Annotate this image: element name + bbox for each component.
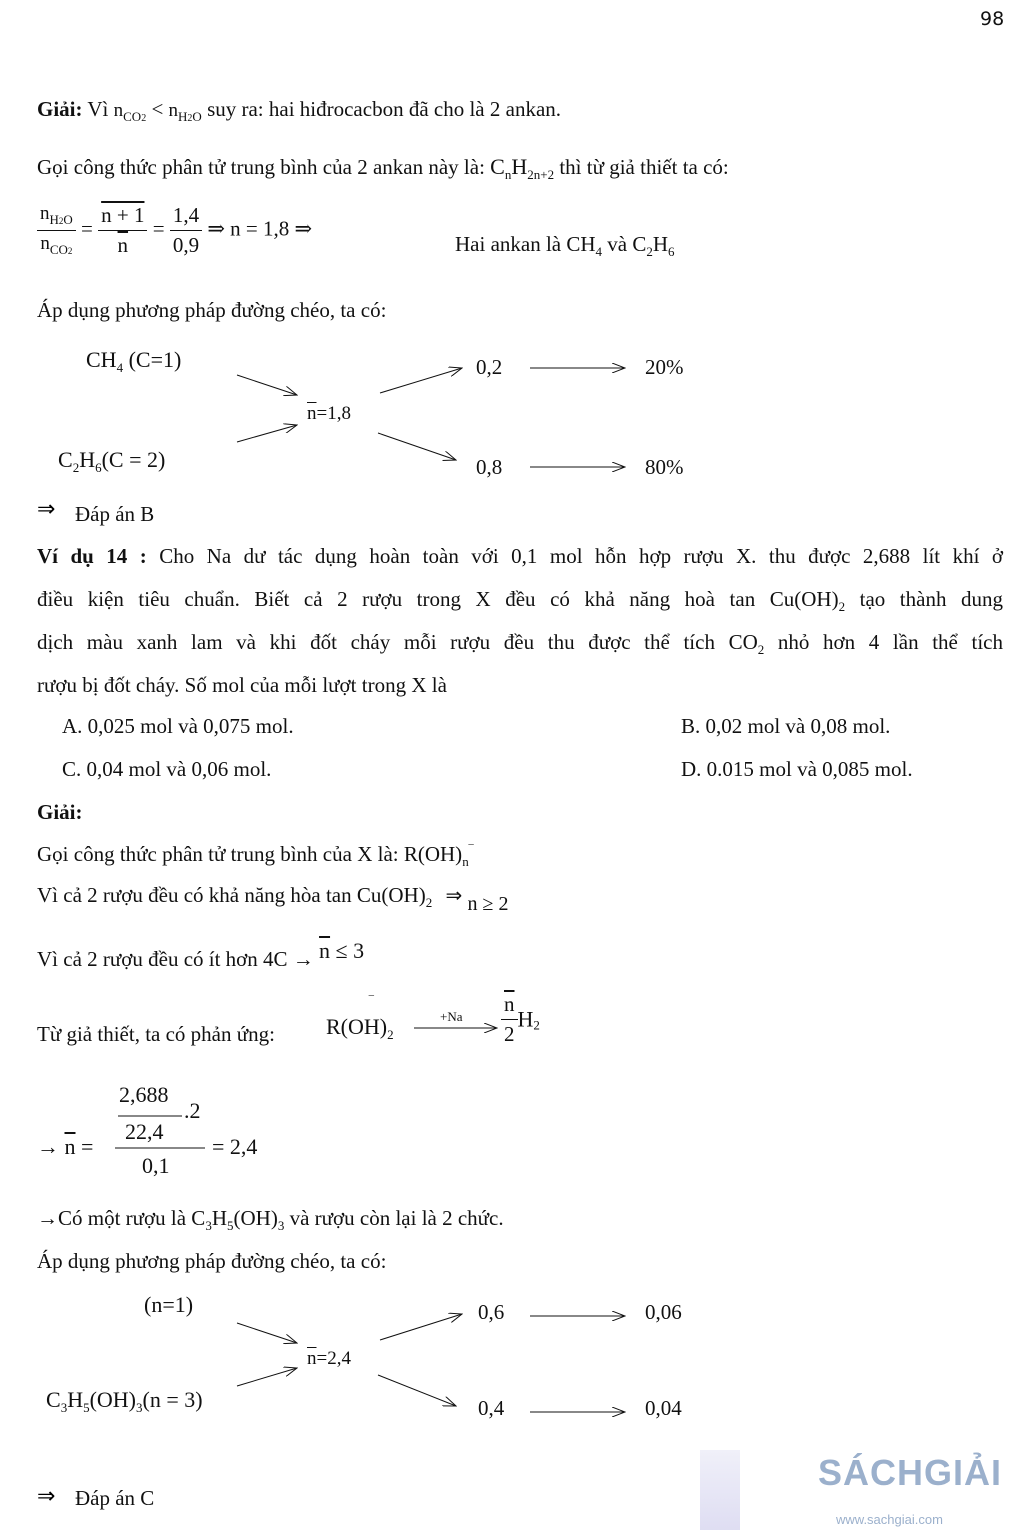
arrow-d2-bottom-out <box>378 1375 456 1406</box>
answer-c: Đáp án C <box>75 1486 155 1510</box>
option-b: B. 0,02 mol và 0,08 mol. <box>681 714 891 738</box>
giai-label-2: Giải: <box>37 800 83 824</box>
example14-line-4: rượu bị đốt cháy. Số mol của mỗi lượt trong X là <box>37 673 447 697</box>
arrow-d2-top-in <box>237 1323 297 1343</box>
part2-line-2: Vì cả 2 rượu đều có khả năng hòa $\tan Cu(OH)_2$ ⇒ n ≥ 2 <box>37 883 509 915</box>
calc-result: = 2,4 <box>212 1134 258 1159</box>
option-c: C. 0,04 mol và 0,06 mol. <box>62 757 272 781</box>
logo-url: www.sachgiai.com <box>836 1512 943 1527</box>
arrow-d1-top-in <box>237 375 297 395</box>
calc-den: 0,1 <box>142 1153 170 1178</box>
logo-decoration <box>700 1450 740 1530</box>
example14-label: Ví dụ 14 : <box>37 544 147 568</box>
svg-text:⇒: ⇒ <box>37 1484 56 1509</box>
logo-text: SÁCHGIẢI <box>818 1452 1003 1493</box>
example14-line-2: điều kiện tiêu chuẩn. Biết cả 2 rượu trong X đều có khả năng hoà $\tan Cu(OH)_2$ tạo thành dung <box>37 587 1004 614</box>
diagram2-center: $\overline{n}=2,4$ <box>307 1348 351 1369</box>
reaction-left: $R(OH)_2$ <box>326 1014 394 1042</box>
diagram1-pct-bottom: 80% <box>645 455 684 479</box>
diagram1-right-bottom: 0,8 <box>476 455 503 479</box>
option-a: A. 0,025 mol và 0,075 mol. <box>62 714 294 738</box>
calc-lhs: → $\overline{n}$ = <box>37 1134 94 1159</box>
solution-line-1: Giải: Vì $n_{CO2} < n_{H2O}$ suy ra: hai hiđrocacbon đã cho là 2 ankan. <box>37 97 562 124</box>
diagram2-val-top: 0,06 <box>645 1300 682 1324</box>
giai-label: Giải: <box>37 97 83 121</box>
arrow-d2-bottom-in <box>237 1368 297 1386</box>
part2-line-3: Vì cả 2 rượu đều có ít hơn $4C \to \overline{n} \le 3$ <box>37 938 365 971</box>
diagram2-right-top: 0,6 <box>478 1300 505 1324</box>
option-d: D. 0.015 mol và 0,085 mol. <box>681 757 913 781</box>
svg-text:⇒: ⇒ <box>37 497 56 522</box>
diagram2-val-bottom: 0,04 <box>645 1396 682 1420</box>
reaction-right: $\frac{\overline{n}}{2}$ $H_2$ <box>501 992 540 1047</box>
diagram1-right-top: 0,2 <box>476 355 503 379</box>
diagram2-top-label: (n=1) <box>144 1292 194 1317</box>
arrow-d1-top-out <box>380 368 462 393</box>
part2-line-4: Từ giả thiết, ta có phản ứng: <box>37 1022 275 1046</box>
answer-b: Đáp án B <box>75 502 155 526</box>
calc-num-top: 2,688 <box>119 1082 169 1107</box>
formula-intro-line: Gọi công thức phân tử trung bình của 2 ankan này là: $C_nH_{2n+2}$ thì từ giả thiết ta có: <box>37 154 729 182</box>
method-line-1: Áp dụng phương pháp đường chéo, ta có: <box>37 298 387 322</box>
page-number: 98 <box>980 8 1005 30</box>
example14-line-1: Ví dụ 14 : Cho Na dư tác dụng hoàn toàn với 0,1 mol hỗn hợp rượu X. thu được 2,688 lít khí ở <box>37 544 1004 568</box>
method-line-2: Áp dụng phương pháp đường chéo, ta có: <box>37 1249 387 1273</box>
part2-line-1: Gọi công thức phân tử trung bình của X là: $R(OH)_n^‾$ <box>37 842 474 869</box>
arrow-d1-bottom-out <box>378 433 456 460</box>
arrow-d1-bottom-in <box>237 425 297 442</box>
arrow-d2-top-out <box>380 1314 462 1340</box>
part2-conclusion: →Có một rượu là $C_3H_5(OH)_3$ và rượu còn lại là 2 chức. <box>37 1206 504 1233</box>
diagram1-bottom-label: $C_2H_6(C = 2)$ <box>58 447 166 475</box>
ratio-equation: $\frac{n_{H2O}}{n_{CO2}}$ = $\frac{n + 1}{n}$ = $\frac{1,4}{0,9}$ ⇒ n = 1,8 ⇒ <box>37 203 312 258</box>
diagram2-right-bottom: 0,4 <box>478 1396 505 1420</box>
calc-num-bot: 22,4 <box>125 1119 164 1144</box>
diagram1-center: $\overline{n}=1,8$ <box>307 403 351 424</box>
two-alkanes-line: Hai ankan là $CH_4$ và $C_2H_6$ <box>455 232 675 259</box>
calc-times2: .2 <box>184 1098 201 1123</box>
diagram1-top-label: $CH_4$ (C=1) <box>86 347 182 375</box>
reaction-over: +Na <box>440 1009 463 1024</box>
example14-line-3: dịch màu xanh lam và khi đốt cháy mỗi rượu đều thu được thể tích $CO_2$ nhỏ hơn 4 lần thể tích <box>37 630 1004 657</box>
diagram1-pct-top: 20% <box>645 355 684 379</box>
diagram2-bottom-label: $C_3H_5(OH)_3(n = 3)$ <box>46 1387 203 1415</box>
